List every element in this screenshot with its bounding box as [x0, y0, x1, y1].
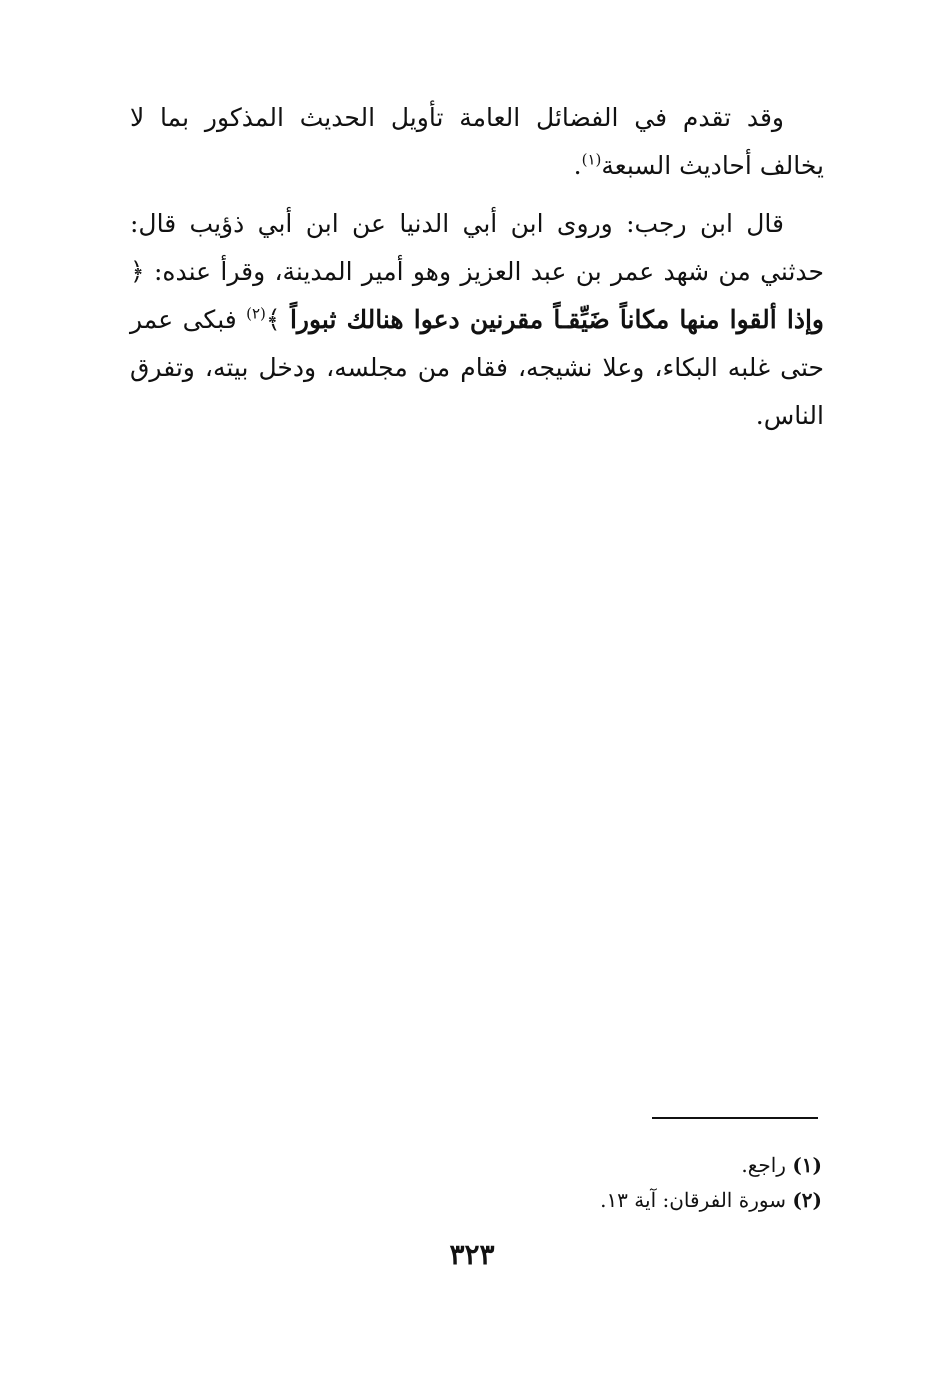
footnote-text: راجع. [741, 1153, 786, 1177]
footnote-item [450, 1183, 822, 1218]
footnote-item [450, 1148, 822, 1183]
paragraph-1-text: وقد تقدم في الفضائل العامة تأويل الحديث المذكور بما لا يخالف أحاديث السبعة [130, 103, 824, 180]
footnote-ref-1: (١) [581, 150, 602, 169]
footnote-number: (١) [792, 1153, 822, 1177]
page-number: ٣٢٣ [449, 1238, 495, 1271]
paragraph-1 [130, 94, 824, 190]
quran-close-bracket: ﴾ [265, 305, 281, 334]
footnote-separator [652, 1117, 818, 1119]
paragraph-2-intro: قال ابن رجب: وروى ابن أبي الدنيا عن ابن أبي ذؤيب قال: حدثني من شهد عمر بن عبد العزيز وهو أمير المدينة، وقرأ عنده: [130, 209, 824, 286]
quran-open-bracket: ﴿ [130, 257, 145, 286]
footnote-text: سورة الفرقان: آية ١٣. [600, 1188, 786, 1212]
paragraph-2 [130, 200, 824, 440]
footnotes [450, 1148, 822, 1218]
paragraph-1-end: . [573, 151, 582, 180]
footnote-number: (٢) [792, 1188, 822, 1212]
paragraph-2-rest: فبكى عمر حتى غلبه البكاء، وعلا نشيجه، فقام من مجلسه، ودخل بيته، وتفرق الناس. [130, 305, 824, 430]
footnote-ref-2: (٢) [246, 304, 266, 323]
quran-verse: وإذا ألقوا منها مكاناً ضَيِّقـاً مقرنين دعوا هنالك ثبوراً [289, 305, 824, 334]
